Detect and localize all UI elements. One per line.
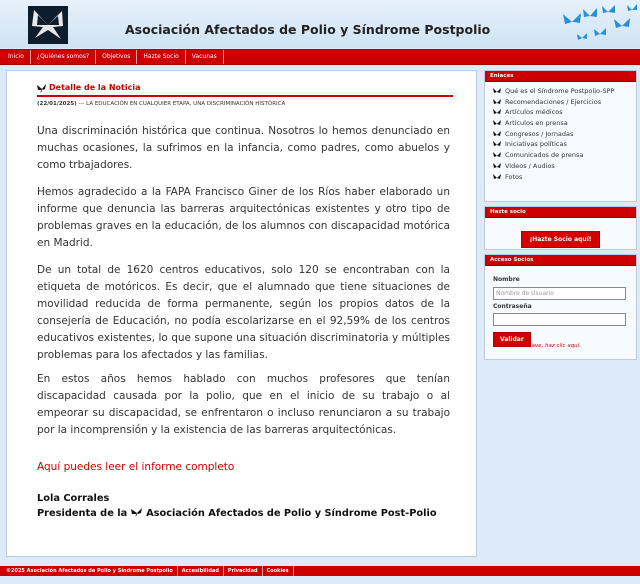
nav-item-objetivos[interactable]: Objetivos (96, 50, 137, 64)
login-button[interactable]: Validar (493, 332, 531, 347)
nav-item-vacunas[interactable]: Vacunas (186, 50, 224, 64)
link-item[interactable] (493, 107, 636, 118)
butterfly-icon (493, 131, 501, 138)
password-input[interactable] (493, 313, 626, 326)
article-date: (22/01/2025) (37, 101, 77, 107)
site-title: Asociación Afectados de Polio y Síndrome Postpolio (125, 22, 491, 37)
link-item[interactable] (493, 118, 636, 129)
links-box-title: Enlaces (485, 71, 636, 82)
login-box (484, 254, 637, 360)
signature-name: Lola Corrales (37, 493, 110, 504)
butterfly-icon (37, 84, 47, 93)
article-paragraph-2: Hemos agradecido a la FAPA Francisco Giner de los Ríos haber elaborado un informe que denuncia las barreras arquitectónicas existentes y otro tipo de problemas graves en la educación, de los alumnos con discapacidad motórica en Madrid. (37, 186, 450, 249)
link-item-label: Comunicados de prensa (505, 151, 584, 160)
article-paragraph-1: Una discriminación histórica que continua. Nosotros lo hemos denunciado en muchas ocasiones, la sufrimos en la infancia, como padres, como abuelos y como trbajadores. (37, 125, 450, 171)
forgot-password-link[interactable]: Si no tienes clave, haz clic aquí. (493, 343, 581, 349)
report-link[interactable]: Aquí puedes leer el informe completo (37, 461, 235, 473)
link-item[interactable] (493, 172, 636, 183)
link-item-label: Congresos / Jornadas (505, 129, 574, 138)
link-item[interactable] (493, 161, 636, 172)
butterfly-icon (493, 109, 501, 116)
butterfly-logo-icon[interactable] (28, 6, 68, 44)
link-item[interactable] (493, 86, 636, 97)
footer-copyright: ©2025 Asociación Afectados de Polio y Síndrome Postpolio (2, 566, 178, 576)
butterfly-icon (493, 88, 501, 95)
site-footer (0, 566, 640, 576)
links-list (485, 86, 636, 182)
butterfly-icon (493, 99, 501, 106)
butterfly-icon (493, 152, 501, 159)
signature-role-org: Asociación Afectados de Polio y Síndrome Post-Polio (146, 508, 437, 519)
link-item[interactable] (493, 97, 636, 108)
link-item-label: Qué es el Síndrome Postpolio-SPP (505, 87, 615, 95)
main-nav (0, 49, 640, 65)
links-box (484, 70, 637, 202)
link-item-label: Artículos médicos (505, 108, 563, 117)
username-input[interactable]: Nombre de Usuario (493, 287, 626, 300)
signature-role (37, 506, 457, 521)
username-label: Nombre (493, 276, 520, 283)
nav-item-inicio[interactable]: Inicio (2, 50, 31, 64)
link-item[interactable] (493, 129, 636, 140)
join-button[interactable]: ¡Hazte Socio aquí! (521, 231, 599, 248)
login-box-title: Acceso Socios (485, 255, 636, 266)
butterfly-icon (493, 174, 501, 181)
footer-link-privacidad[interactable]: Privacidad (224, 566, 263, 576)
section-title: Detalle de la Noticia (49, 83, 141, 92)
butterfly-icon (131, 508, 143, 517)
link-item-label: Recomendaciones / Ejercicios (505, 97, 602, 106)
butterfly-icon (493, 141, 501, 148)
link-item[interactable] (493, 150, 636, 161)
nav-item-quienes-somos[interactable]: ¿Quiénes somos? (31, 50, 96, 64)
article-subline (37, 101, 285, 107)
link-item[interactable] (493, 139, 636, 150)
password-label: Contraseña (493, 303, 532, 310)
signature-role-prefix: Presidenta de la (37, 508, 128, 519)
socio-box (484, 206, 637, 250)
link-item-label: Iniciativas políticas (505, 140, 567, 149)
butterfly-icon (493, 163, 501, 170)
article-paragraph-4: En estos años hemos hablado con muchos profesores que tenían discapacidad causada por la polio, que en el inicio de su trabajo o al empeorar su discapacidad, se enfrentaron o incluso renunciaron a su trabajo por la incomprensión y la existencia de las barreras arquitectónicas. (37, 373, 450, 436)
news-detail-panel (6, 70, 477, 557)
decorative-butterflies-icon (560, 2, 640, 48)
link-item-label: Videos / Audios (505, 161, 555, 170)
butterfly-icon (493, 120, 501, 127)
site-header (0, 0, 640, 48)
footer-link-accesibilidad[interactable]: Accesibilidad (178, 566, 224, 576)
signature (37, 491, 457, 521)
section-header (37, 83, 453, 97)
link-item-label: Artículos en prensa (505, 119, 568, 128)
footer-link-cookies[interactable]: Cookies (263, 566, 294, 576)
article-paragraph-3: De un total de 1620 centros educativos, solo 120 se encontraban con la etiqueta de motóricos. Es decir, que el alumnado que tiene situaciones de movilidad reducida de forma permanente, según los propios datos de la consejería de Educación, no podía escolarizarse en el 92,59% de los centros educativos existentes, lo que supone una situación discriminatoria y múltiples problemas para los afectados y las familias. (37, 264, 450, 361)
socio-box-title: Hazte socio (485, 207, 636, 218)
nav-item-hazte-socio[interactable]: Hazte Socio (137, 50, 185, 64)
link-item-label: Fotos (505, 172, 523, 181)
article-headline: --- LA EDUCACIÓN EN CUALQUIER ETAPA, UNA DISCRIMINACIÓN HISTÓRICA (76, 101, 286, 107)
